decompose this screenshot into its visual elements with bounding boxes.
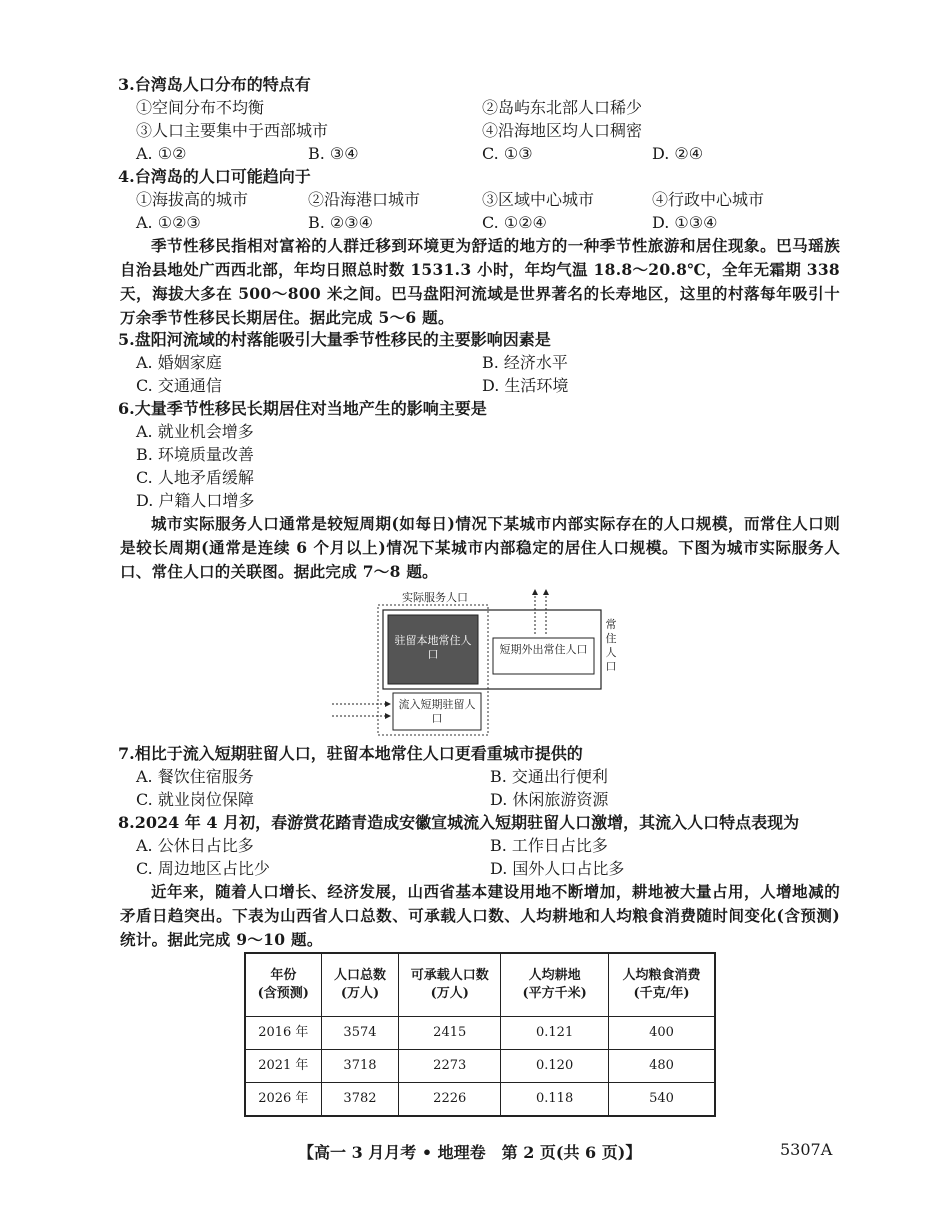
header-capacity-sub: (万人): [430, 986, 469, 1001]
population-relationship-diagram: [330, 588, 630, 738]
q5-stem: 5.盘阳河流域的村落能吸引大量季节性移民的主要影响因素是: [118, 330, 551, 349]
q3-option-c: C. ①③: [482, 144, 533, 163]
header-grain-label: 人均粮食消费: [622, 968, 701, 983]
table-cell: 0.121: [501, 1017, 609, 1050]
q5-option-b: B. 经济水平: [482, 353, 568, 372]
q4-stem: 4.台湾岛的人口可能趋向于: [118, 167, 311, 186]
passage-seasonal-migration: 季节性移民指相对富裕的人群迁移到环境更为舒适的地方的一种季节性旅游和居住现象。巴马瑶族自治县地处广西西北部，年均日照总时数 1531.3 小时，年均气温 18.8～20.8℃，全年无霜期 338 天，海拔大多在 500～800 米之间。巴马盘阳河流域是世界著名的长寿地区，这里的村落每年吸引十万余季节性移民长期居住。据此完成 5～6 题。: [120, 236, 840, 327]
table-row: [245, 1083, 715, 1117]
header-arable-label: 人均耕地: [528, 968, 581, 983]
q7-option-b: B. 交通出行便利: [490, 767, 608, 786]
table-cell: 2226: [399, 1083, 501, 1117]
q7-option-d: D. 休闲旅游资源: [490, 790, 609, 809]
header-population: [321, 953, 399, 1017]
header-arable-sub: (平方千米): [522, 986, 587, 1001]
diagram-lines: [330, 588, 630, 738]
q4-option-a: A. ①②③: [136, 213, 201, 232]
q3-option-b: B. ③④: [308, 144, 359, 163]
q4-option-b: B. ②③④: [308, 213, 373, 232]
q3-option-a: A. ①②: [136, 144, 187, 163]
table-cell: 3574: [321, 1017, 399, 1050]
q5-option-c: C. 交通通信: [136, 376, 222, 395]
table-cell: 3782: [321, 1083, 399, 1117]
table-cell: 0.120: [501, 1050, 609, 1083]
passage-shanxi: 近年来，随着人口增长、经济发展，山西省基本建设用地不断增加，耕地被大量占用，人增地减的矛盾日趋突出。下表为山西省人口总数、可承载人口数、人均耕地和人均粮食消费随时间变化(含预测)统计。据此完成 9～10 题。: [120, 882, 840, 949]
q8-option-a: A. 公休日占比多: [136, 836, 254, 855]
header-grain: [609, 953, 715, 1017]
table-cell: 2021 年: [245, 1050, 321, 1083]
q4-item-4: ④行政中心城市: [652, 190, 765, 209]
header-population-label: 人口总数: [333, 968, 386, 983]
passage-urban-population: 城市实际服务人口通常是较短周期(如每日)情况下某城市内部实际存在的人口规模，而常住人口则是较长周期(通常是连续 6 个月以上)情况下某城市内部稳定的居住人口规模。下图为城市实际服务人口、常住人口的关联图。据此完成 7～8 题。: [120, 514, 840, 581]
q6-option-d: D. 户籍人口增多: [136, 491, 255, 510]
table-header-row: [245, 953, 715, 1017]
q3-item-2: ②岛屿东北部人口稀少: [482, 98, 643, 117]
q6-option-a: A. 就业机会增多: [136, 422, 254, 441]
header-capacity: [399, 953, 501, 1017]
header-population-sub: (万人): [340, 986, 380, 1001]
short-out-label: 短期外出常住人口: [499, 643, 588, 656]
header-year-label: 年份: [270, 968, 297, 983]
q8-option-d: D. 国外人口占比多: [490, 859, 625, 878]
q7-stem: 7.相比于流入短期驻留人口，驻留本地常住人口更看重城市提供的: [118, 744, 583, 763]
q4-item-2: ②沿海港口城市: [308, 190, 421, 209]
header-year: [245, 953, 321, 1017]
table-cell: 2415: [399, 1017, 501, 1050]
header-year-sub: (含预测): [257, 986, 309, 1001]
header-grain-sub: (千克/年): [633, 986, 690, 1001]
exam-code: 5307A: [780, 1140, 833, 1159]
q3-item-1: ①空间分布不均衡: [136, 98, 265, 117]
q3-item-4: ④沿海地区均人口稠密: [482, 121, 643, 140]
page-footer: 【高一 3 月月考 • 地理卷 第 2 页(共 6 页)】: [298, 1143, 642, 1162]
shanxi-population-table: [244, 952, 716, 1117]
q4-option-d: D. ①③④: [652, 213, 718, 232]
table-cell: 2026 年: [245, 1083, 321, 1117]
q8-stem: 8.2024 年 4 月初，春游赏花踏青造成安徽宣城流入短期驻留人口激增，其流入人口特点表现为: [118, 813, 800, 832]
q8-option-b: B. 工作日占比多: [490, 836, 608, 855]
q5-option-a: A. 婚姻家庭: [136, 353, 222, 372]
q3-item-3: ③人口主要集中于西部城市: [136, 121, 329, 140]
resident-label: 常住人口: [605, 618, 617, 673]
table-cell: 540: [609, 1083, 715, 1117]
q4-item-1: ①海拔高的城市: [136, 190, 249, 209]
table-cell: 0.118: [501, 1083, 609, 1117]
q8-option-c: C. 周边地区占比少: [136, 859, 270, 878]
table-cell: 400: [609, 1017, 715, 1050]
table-cell: 480: [609, 1050, 715, 1083]
q3-option-d: D. ②④: [652, 144, 704, 163]
q7-option-a: A. 餐饮住宿服务: [136, 767, 254, 786]
table-cell: 2016 年: [245, 1017, 321, 1050]
q4-item-3: ③区域中心城市: [482, 190, 595, 209]
inflow-short-label: 流入短期驻留人口: [398, 698, 476, 725]
header-arable: [501, 953, 609, 1017]
q4-option-c: C. ①②④: [482, 213, 547, 232]
q6-stem: 6.大量季节性移民长期居住对当地产生的影响主要是: [118, 399, 487, 418]
table-row: [245, 1050, 715, 1083]
q6-option-c: C. 人地矛盾缓解: [136, 468, 254, 487]
table-cell: 2273: [399, 1050, 501, 1083]
table-cell: 3718: [321, 1050, 399, 1083]
q3-stem: 3.台湾岛人口分布的特点有: [118, 75, 311, 94]
q5-option-d: D. 生活环境: [482, 376, 569, 395]
q7-option-c: C. 就业岗位保障: [136, 790, 254, 809]
resident-local-label: 驻留本地常住人口: [394, 634, 472, 661]
header-capacity-label: 可承载人口数: [410, 968, 489, 983]
table-row: [245, 1017, 715, 1050]
q6-option-b: B. 环境质量改善: [136, 445, 254, 464]
actual-service-label: 实际服务人口: [402, 591, 468, 604]
